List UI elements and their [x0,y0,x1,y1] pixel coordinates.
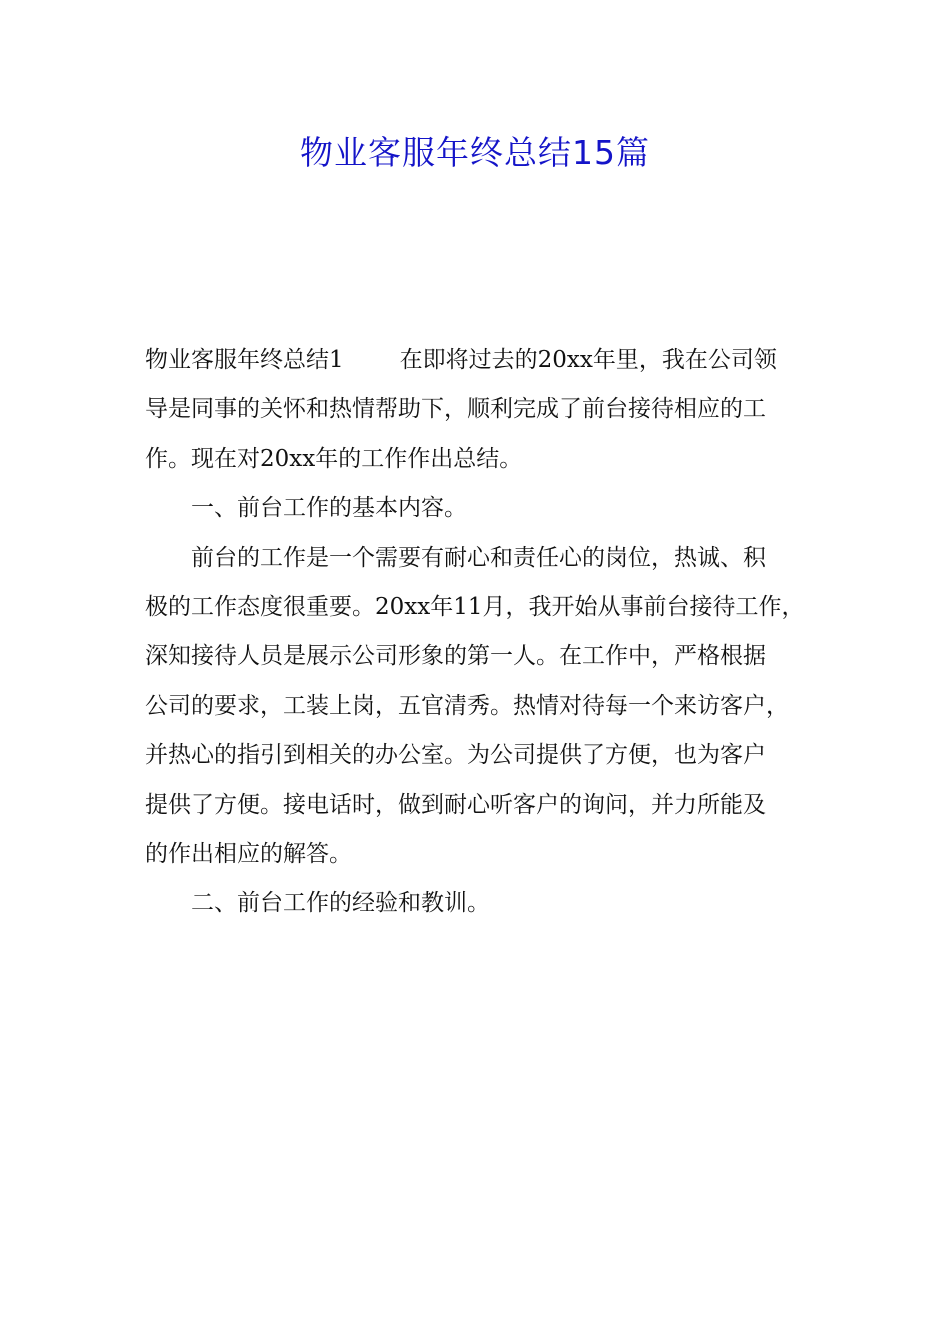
paragraph-line: 极的工作态度很重要。20xx年11月，我开始从事前台接待工作， [145,593,805,620]
section-heading-inline: 物业客服年终总结1 [145,347,344,373]
document-title: 物业客服年终总结15篇 [300,133,650,172]
document-body [145,336,825,929]
paragraph-line: 提供了方便。接电话时，做到耐心听客户的询问，并力所能及 [145,791,766,818]
paragraph-line: 公司的要求，工装上岗，五官清秀。热情对待每一个来访客户， [145,692,789,719]
paragraph-line: 深知接待人员是展示公司形象的第一人。在工作中，严格根据 [145,643,766,670]
paragraph-line: 的作出相应的解答。 [145,840,352,867]
paragraph-line: 导是同事的关怀和热情帮助下，顺利完成了前台接待相应的工 [145,396,766,423]
paragraph-line: 并热心的指引到相关的办公室。为公司提供了方便，也为客户 [145,742,766,769]
section-heading: 一、前台工作的基本内容。 [191,495,467,522]
paragraph-text: 在即将过去的20xx年里，我在公司领 [399,347,777,373]
paragraph-line [145,336,825,385]
paragraph-line: 前台的工作是一个需要有耐心和责任心的岗位，热诚、积 [191,544,766,571]
section-heading: 二、前台工作的经验和教训。 [191,890,490,917]
paragraph-line: 作。现在对20xx年的工作作出总结。 [145,445,523,472]
